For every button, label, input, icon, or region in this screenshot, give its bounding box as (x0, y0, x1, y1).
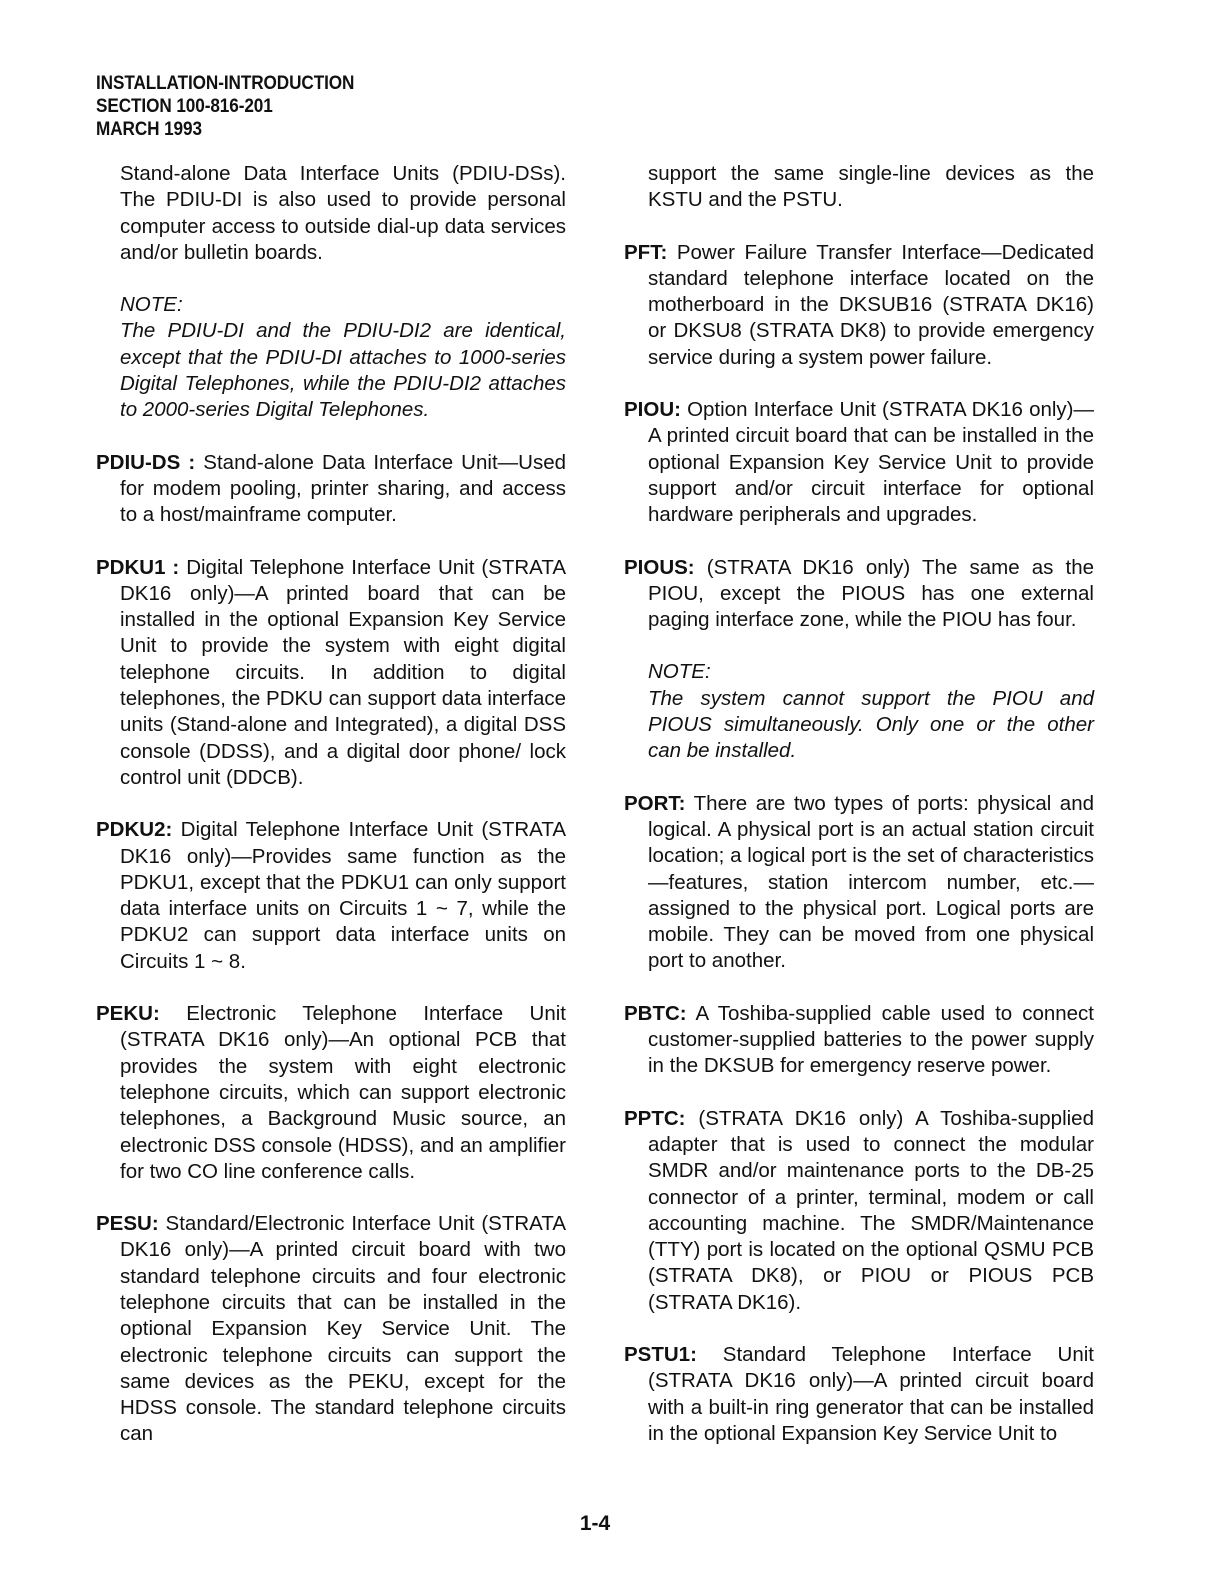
header-section: SECTION 100-816-201 (96, 95, 273, 117)
left-column (96, 161, 566, 1448)
note-pdiu-di (96, 292, 566, 423)
note-text: The PDIU-DI and the PDIU-DI2 are identical, except that the PDIU-DI attaches to 1000-series Digital Telephones, while the PDIU-DI2 attaches to 2000-series Digital Telephones. (120, 319, 566, 422)
glossary-entry-piou (624, 397, 1094, 528)
glossary-term: PDKU1 : (96, 555, 180, 579)
glossary-term: PSTU1: (624, 1342, 697, 1366)
glossary-definition: Digital Telephone Interface Unit (STRATA DK16 only)—A printed board that can be installed in the optional Expansion Key Service Unit to provide the system with eight digital telephone circuits. In addition to digital telephones, the PDKU can support data interface units (Stand-alone and Integrated), a digital DSS console (DDSS), and a digital door phone/ lock control unit (DDCB). (120, 555, 566, 789)
glossary-entry-pdku2 (96, 817, 566, 975)
glossary-entry-pdiu-ds (96, 450, 566, 529)
glossary-definition: Option Interface Unit (STRATA DK16 only)—A printed circuit board that can be installed in the optional Expansion Key Service Unit to provide support and/or circuit interface for optional hardware peripherals and upgrades. (648, 398, 1094, 527)
glossary-term: PPTC: (624, 1106, 686, 1130)
glossary-term: PEKU: (96, 1002, 160, 1026)
glossary-entry-pious (624, 555, 1094, 634)
glossary-definition: Digital Telephone Interface Unit (STRATA DK16 only)—Provides same function as the PDKU1, except that the PDKU1 can only support data interface units on Circuits 1 ~ 7, while the PDKU2 can support data interface units on Circuits 1 ~ 8. (120, 818, 566, 973)
glossary-term: PESU: (96, 1212, 159, 1236)
glossary-definition: Standard Telephone Interface Unit (STRATA DK16 only)—A printed circuit board with a built-in ring generator that can be installed in the optional Expansion Key Service Unit to (648, 1342, 1094, 1445)
glossary-definition: A Toshiba-supplied cable used to connect customer-supplied batteries to the power supply in the DKSUB for emergency reserve power. (648, 1001, 1094, 1078)
glossary-entry-pbtc (624, 1001, 1094, 1080)
glossary-entry-pstu1 (624, 1342, 1094, 1447)
note-text: The system cannot support the PIOU and PIOUS simultaneously. Only one or the other can be installed. (648, 686, 1094, 763)
header-title: INSTALLATION-INTRODUCTION (96, 72, 355, 94)
glossary-definition: Power Failure Transfer Interface—Dedicated standard telephone interface located on the motherboard in the DKSUB16 (STRATA DK16) or DKSU8 (STRATA DK8) to provide emergency service during a system power failure. (648, 240, 1094, 369)
note-label: NOTE: (120, 293, 183, 317)
glossary-entry-peku (96, 1001, 566, 1185)
glossary-definition: (STRATA DK16 only) The same as the PIOU, except the PIOUS has one external paging interface zone, while the PIOU has four. (648, 555, 1095, 632)
page-number: 1-4 (579, 1512, 611, 1535)
glossary-term: PIOU: (624, 398, 681, 422)
header-date: MARCH 1993 (96, 118, 202, 140)
glossary-term: PFT: (624, 240, 668, 264)
glossary-term: PORT: (624, 791, 686, 815)
right-column (624, 161, 1094, 1447)
glossary-term: PIOUS: (624, 555, 695, 579)
continued-paragraph-right: support the same single-line devices as the KSTU and the PSTU. (648, 162, 1094, 212)
glossary-term: PDIU-DS : (96, 450, 196, 474)
continued-paragraph-left: Stand-alone Data Interface Units (PDIU-DSs). The PDIU-DI is also used to provide personal computer access to outside dial-up data services and/or bulletin boards. (120, 162, 566, 264)
glossary-entry-pptc (624, 1106, 1094, 1316)
glossary-term: PDKU2: (96, 818, 173, 842)
glossary-entry-pesu (96, 1211, 566, 1448)
note-label: NOTE: (648, 660, 711, 684)
glossary-entry-pft (624, 240, 1094, 371)
glossary-definition: Electronic Telephone Interface Unit (STRATA DK16 only)—An optional PCB that provides the system with eight electronic telephone circuits, which can support electronic telephones, a Background Music source, an electronic DSS console (HDSS), and an amplifier for two CO line conference calls. (120, 1002, 566, 1183)
glossary-definition: There are two types of ports: physical and logical. A physical port is an actual station circuit location; a logical port is the set of characteristics—features, station intercom number, etc.—assigned to the physical port. Logical ports are mobile. They can be moved from one physical port to another. (648, 791, 1094, 973)
glossary-definition: Stand-alone Data Interface Unit—Used for modem pooling, printer sharing, and access to a host/mainframe computer. (120, 450, 566, 527)
glossary-entry-port (624, 791, 1094, 975)
glossary-definition: Standard/Electronic Interface Unit (STRATA DK16 only)—A printed circuit board with two standard telephone circuits and four electronic telephone circuits that can be installed in the optional Expansion Key Service Unit. The electronic telephone circuits can support the same devices as the PEKU, except for the HDSS console. The standard telephone circuits can (120, 1212, 566, 1446)
glossary-term: PBTC: (624, 1001, 687, 1025)
running-header (96, 72, 466, 141)
glossary-entry-pdku1 (96, 555, 566, 792)
note-piou-pious (624, 659, 1094, 764)
glossary-definition: (STRATA DK16 only) A Toshiba-supplied adapter that is used to connect the modular SMDR and/or maintenance ports to the DB-25 connector of a printer, terminal, modem or call accounting machine. The SMDR/Maintenance (TTY) port is located on the optional QSMU PCB (STRATA DK8), or PIOU or PIOUS PCB (STRATA DK16). (648, 1106, 1094, 1314)
